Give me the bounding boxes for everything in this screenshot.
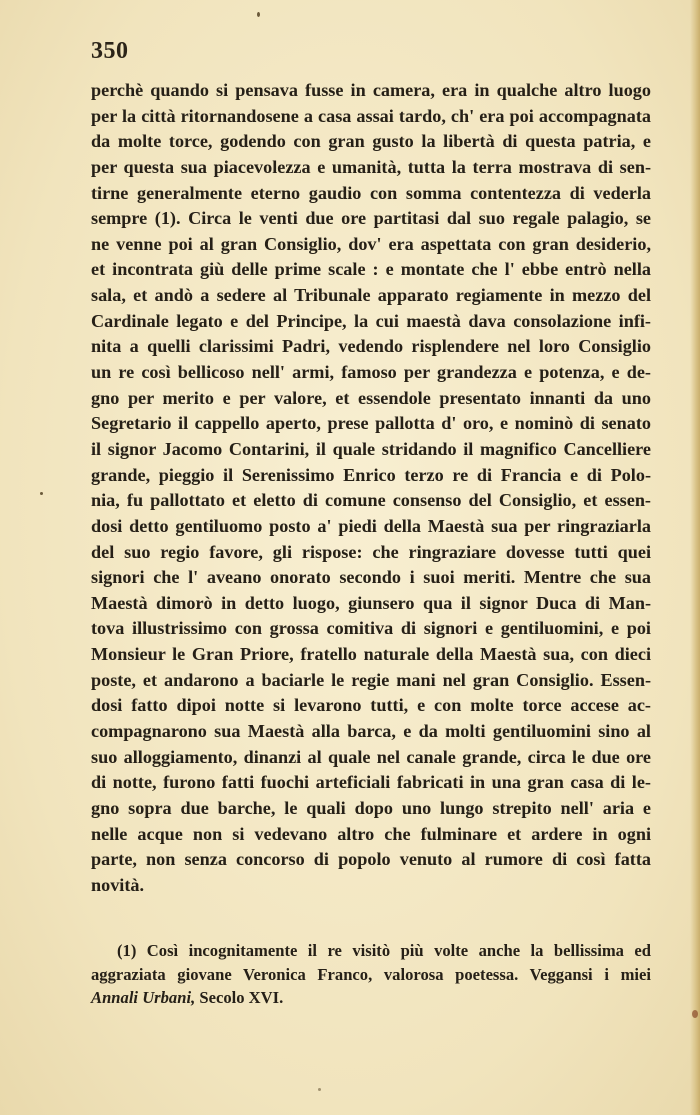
text-line: sala, et andò a sedere al Tribunale apparato regiamente in mezzo del [91, 285, 651, 306]
text-line: Cardinale legato e del Principe, la cui maestà dava consolazione infi- [91, 310, 651, 331]
text-line: il signor Jacomo Contarini, il quale stridando il magnifico Cancelliere [91, 438, 651, 459]
text-line: nia, fu pallottato et eletto di comune consenso del Consiglio, et essen- [91, 490, 651, 511]
text-line: ne venne poi al gran Consiglio, dov' era aspettata con gran desiderio, [91, 233, 651, 254]
text-line: dosi detto gentiluomo posto a' piedi della Maestà sua per ringraziarla [91, 515, 651, 536]
text-line: gno sopra due barche, le quali dopo uno lungo strepito nell' aria e [91, 797, 651, 818]
text-line: compagnarono sua Maestà alla barca, e da molti gentiluomini sino al [91, 721, 651, 742]
paper-speck [257, 12, 260, 17]
footnote [91, 939, 651, 1010]
text-line: suo alloggiamento, dinanzi al quale nel canale grande, circa le due ore [91, 746, 651, 767]
text-line: dosi fatto dipoi notte si levarono tutti, e con molte torce accese ac- [91, 695, 651, 716]
body-text [91, 78, 651, 899]
text-line: nelle acque non si vedevano altro che fulminare et ardere in ogni [91, 823, 651, 844]
text-line: Maestà dimorò in detto luogo, giunsero qua il signor Duca di Man- [91, 592, 651, 613]
page-edge-shadow [690, 0, 700, 1115]
text-line: per questa sua piacevolezza e umanità, tutta la terra mostrava di sen- [91, 156, 651, 177]
text-line: et incontrata giù delle prime scale : e montate che l' ebbe entrò nella [91, 259, 651, 280]
text-line: del suo regio favore, gli rispose: che ringraziare dovesse tutti quei [91, 541, 651, 562]
text-line: tova illustrissimo con grossa comitiva di signori e gentiluomini, e poi [91, 618, 651, 639]
text-line: di notte, furono fatti fuochi arteficiali fabricati in una gran casa di le- [91, 772, 651, 793]
text-line: Segretario il cappello aperto, prese pallotta d' oro, e nominò di senato [91, 413, 651, 434]
text-line: gno per merito e per valore, et essendole presentato innanti da uno [91, 387, 651, 408]
text-line: tirne generalmente eterno gaudio con somma contentezza di vederla [91, 182, 651, 203]
paper-speck [692, 1010, 698, 1018]
text-line: Monsieur le Gran Priore, fratello naturale della Maestà sua, con dieci [91, 644, 651, 665]
text-line: signori che l' aveano onorato secondo i suoi meriti. Mentre che sua [91, 567, 651, 588]
footnote-line: aggraziata giovane Veronica Franco, valorosa poetessa. Veggansi i miei [91, 964, 651, 984]
text-line: da molte torce, godendo con gran gusto la libertà di questa patria, e [91, 131, 651, 152]
text-line: nita a quelli clarissimi Padri, vedendo risplendere nel loro Consiglio [91, 336, 651, 357]
text-line: un re così bellicoso nell' armi, famoso per grandezza e potenza, e de- [91, 362, 651, 383]
paper-speck [318, 1088, 321, 1091]
paper-speck [40, 492, 43, 495]
text-line: per la città ritornandosene a casa assai tardo, ch' era poi accompagnata [91, 105, 651, 126]
text-line: poste, et andarono a baciarle le regie mani nel gran Consiglio. Essen- [91, 669, 651, 690]
text-line: novità. [91, 874, 145, 895]
text-line: sempre (1). Circa le venti due ore partitasi dal suo regale palagio, se [91, 208, 651, 229]
footnote-work-title: Annali Urbani, [91, 988, 196, 1007]
page-number: 350 [91, 38, 129, 64]
footnote-citation [91, 986, 651, 1010]
text-line: grande, pieggio il Serenissimo Enrico terzo re di Francia e di Polo- [91, 464, 651, 485]
footnote-line: (1) Così incognitamente il re visitò più volte anche la bellissima ed [117, 941, 651, 960]
text-line: perchè quando si pensava fusse in camera, era in qualche altro luogo [91, 80, 651, 100]
text-line: parte, non senza concorso di popolo venuto al rumore di così fatta [91, 849, 651, 870]
footnote-section: Secolo XVI. [195, 988, 284, 1007]
